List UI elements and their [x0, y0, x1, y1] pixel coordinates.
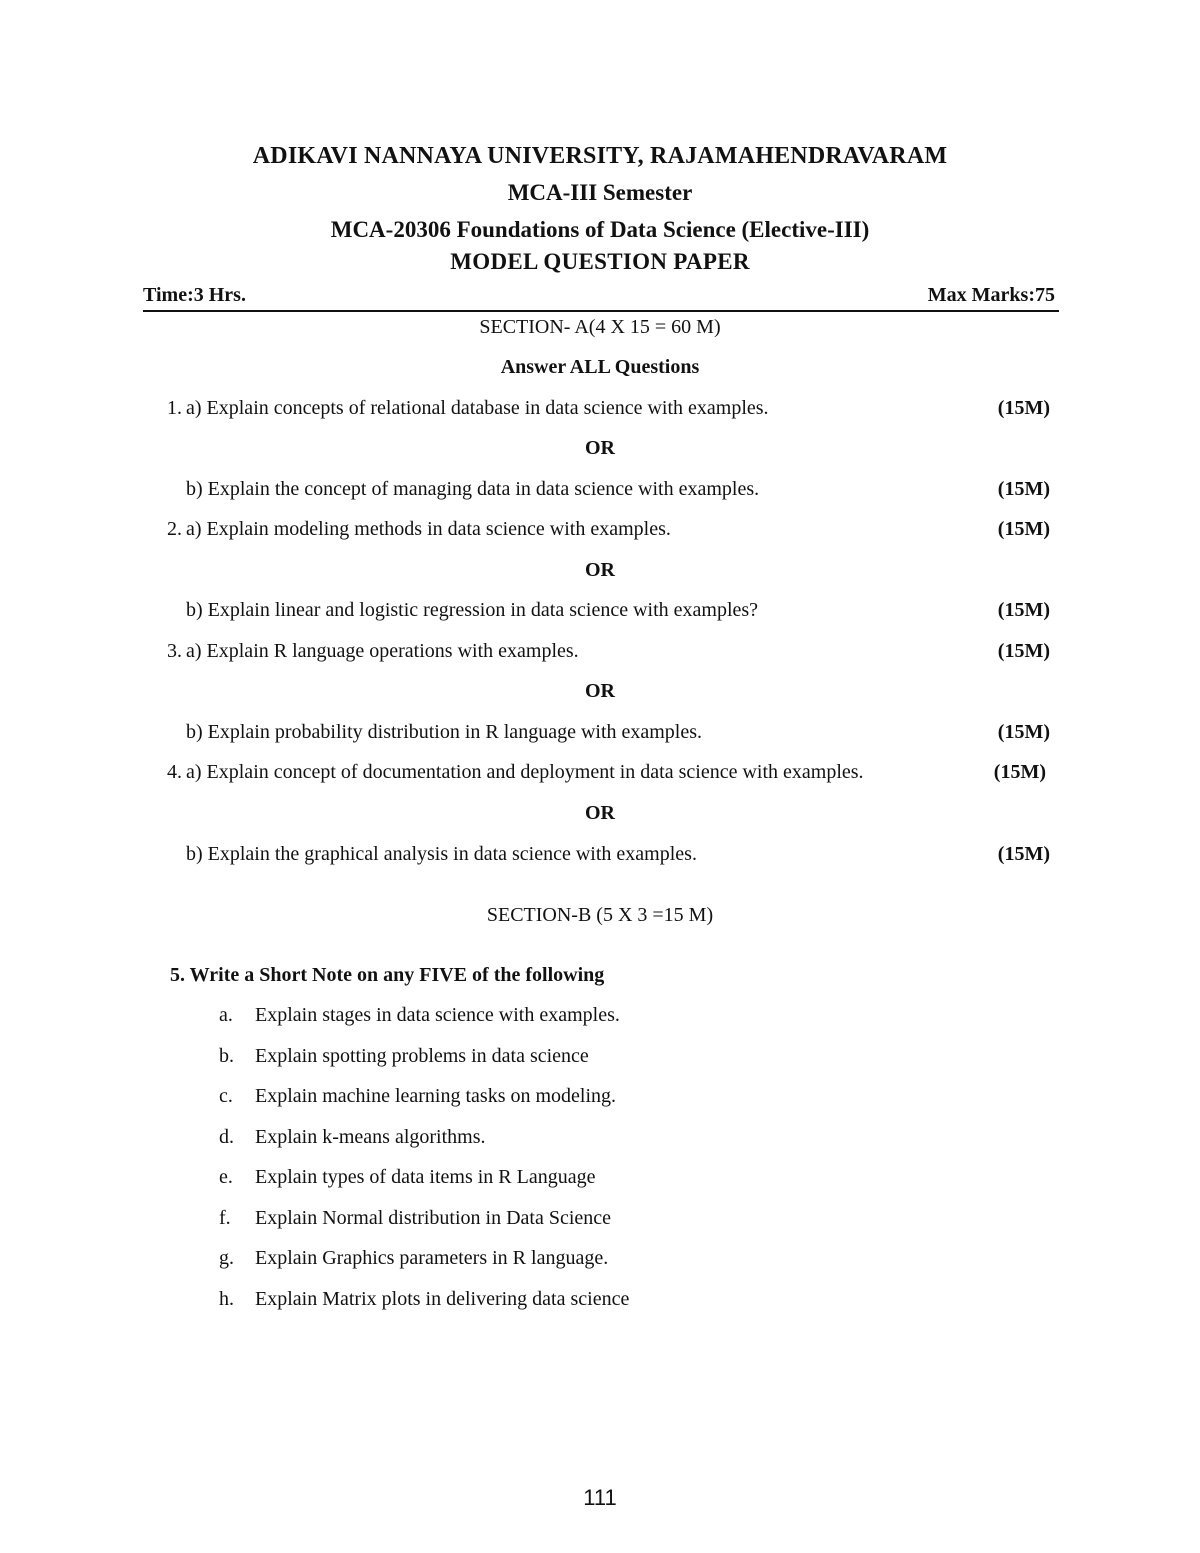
exam-time: Time:3 Hrs. [143, 284, 246, 306]
question-4a [0, 761, 1200, 789]
question-text: a) Explain concepts of relational database in data science with examples. [186, 397, 769, 419]
question-text: a) Explain modeling methods in data science with examples. [186, 518, 671, 540]
question-text: b) Explain the graphical analysis in data science with examples. [186, 843, 697, 865]
item-letter: g. [219, 1247, 234, 1269]
or-separator: OR [585, 680, 615, 702]
section-a-instruction: Answer ALL Questions [500, 356, 700, 378]
or-separator: OR [585, 802, 615, 824]
section-b-title: SECTION-B (5 X 3 =15 M) [486, 904, 714, 926]
course-title: MCA-20306 Foundations of Data Science (Elective-III) [330, 217, 870, 242]
semester-title: MCA-III Semester [507, 180, 693, 205]
item-text: Explain spotting problems in data science [255, 1045, 589, 1067]
short-note-item [0, 1166, 1200, 1194]
question-marks: (15M) [997, 599, 1050, 621]
item-text: Explain Graphics parameters in R language. [255, 1247, 609, 1269]
question-text: b) Explain probability distribution in R language with examples. [186, 721, 703, 743]
short-note-item [0, 1004, 1200, 1032]
item-letter: e. [219, 1166, 233, 1188]
item-letter: h. [219, 1288, 234, 1310]
question-number: 3. [167, 640, 182, 662]
question-number: 2. [167, 518, 182, 540]
question-3b [0, 721, 1200, 749]
item-text: Explain types of data items in R Language [255, 1166, 596, 1188]
question-number: 4. [167, 761, 182, 783]
short-note-item [0, 1207, 1200, 1235]
short-note-item [0, 1085, 1200, 1113]
exam-max-marks: Max Marks:75 [927, 284, 1055, 306]
item-letter: a. [219, 1004, 233, 1026]
item-text: Explain Normal distribution in Data Science [255, 1207, 612, 1229]
university-name: ADIKAVI NANNAYA UNIVERSITY, RAJAMAHENDRAVARAM [252, 143, 948, 169]
or-separator: OR [585, 437, 615, 459]
question-marks: (15M) [997, 721, 1050, 743]
question-text: b) Explain linear and logistic regression in data science with examples? [186, 599, 759, 621]
page-number: 111 [583, 1485, 617, 1510]
short-note-heading: 5. Write a Short Note on any FIVE of the following [170, 964, 605, 986]
short-note-item [0, 1126, 1200, 1154]
question-marks: (15M) [997, 478, 1050, 500]
question-text: a) Explain R language operations with examples. [186, 640, 579, 662]
question-3a [0, 640, 1200, 668]
or-separator: OR [585, 559, 615, 581]
question-marks: (15M) [997, 640, 1050, 662]
item-text: Explain machine learning tasks on modeling. [255, 1085, 617, 1107]
item-letter: c. [219, 1085, 233, 1107]
exam-meta-row [143, 284, 1055, 310]
short-note-item [0, 1247, 1200, 1275]
question-1b [0, 478, 1200, 506]
question-marks: (15M) [997, 397, 1050, 419]
question-marks: (15M) [993, 761, 1046, 783]
item-letter: f. [219, 1207, 231, 1229]
question-marks: (15M) [997, 518, 1050, 540]
item-text: Explain Matrix plots in delivering data science [255, 1288, 630, 1310]
short-note-item [0, 1045, 1200, 1073]
paper-type: MODEL QUESTION PAPER [450, 249, 750, 274]
short-note-item [0, 1288, 1200, 1316]
item-letter: b. [219, 1045, 234, 1067]
item-text: Explain k-means algorithms. [255, 1126, 486, 1148]
question-2b [0, 599, 1200, 627]
item-letter: d. [219, 1126, 234, 1148]
question-number: 1. [167, 397, 182, 419]
section-a-title: SECTION- A(4 X 15 = 60 M) [479, 316, 721, 338]
item-text: Explain stages in data science with examples. [255, 1004, 620, 1026]
question-2a [0, 518, 1200, 546]
question-text: b) Explain the concept of managing data in data science with examples. [186, 478, 760, 500]
question-1a [0, 397, 1200, 425]
question-text: a) Explain concept of documentation and deployment in data science with examples. [186, 761, 864, 783]
question-4b [0, 843, 1200, 871]
question-marks: (15M) [997, 843, 1050, 865]
header-divider [143, 310, 1059, 312]
